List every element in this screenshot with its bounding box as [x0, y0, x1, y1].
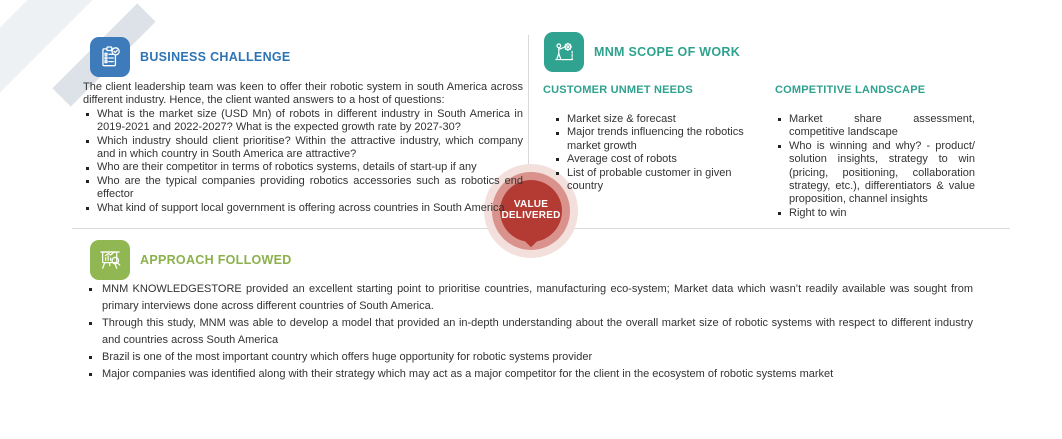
list-item: Through this study, MNM was able to develop a model that provided an in-depth understanding about the overall market size of robotic systems with respect to different industry and countries across South America: [85, 315, 973, 349]
list-item: Which industry should client prioritise? Within the attractive industry, which company and in which country in South America are attractive?: [83, 135, 523, 162]
list-item: Market size & forecast: [553, 113, 757, 126]
person-gear-icon: [544, 32, 584, 72]
list-item: Major trends influencing the robotics market growth: [553, 126, 757, 153]
business-challenge-body: [83, 81, 523, 215]
clipboard-check-icon: [90, 37, 130, 77]
customer-unmet-needs-body: [553, 113, 757, 193]
list-item: Who is winning and why? - product/ solution insights, strategy to win (pricing, positioning, collaboration strategy, etc.), differentiators & value proposition, channel insights: [775, 140, 975, 207]
list-item: Who are their competitor in terms of robotics systems, details of start-up if any: [83, 161, 523, 174]
business-challenge-list: [83, 108, 523, 215]
scope-of-work-header: [544, 32, 740, 72]
approach-followed-list: [85, 281, 973, 383]
customer-unmet-needs-list: [553, 113, 757, 193]
business-challenge-header: [90, 37, 291, 77]
competitive-landscape-body: [775, 113, 975, 220]
scope-of-work-title: MNM SCOPE OF WORK: [594, 45, 741, 59]
list-item: Major companies was identified along with their strategy which may act as a major competitor for the client in the ecosystem of robotic systems market: [85, 366, 973, 383]
list-item: Brazil is one of the most important country which offers huge opportunity for robotic systems provider: [85, 349, 973, 366]
list-item: Market share assessment, competitive landscape: [775, 113, 975, 140]
presentation-chart-magnifier-icon: [90, 240, 130, 280]
approach-followed-title: APPROACH FOLLOWED: [140, 253, 292, 267]
value-delivered-line1: VALUE: [513, 199, 549, 210]
list-item: MNM KNOWLEDGESTORE provided an excellent starting point to prioritise countries, manufacturing eco-system; Market data which wasn’t readily available was sought from primary interviews done across different countries of South America.: [85, 281, 973, 315]
list-item: What kind of support local government is offering across countries in South America: [83, 202, 523, 215]
list-item: Who are the typical companies providing robotics accessories such as robotics end effector: [83, 175, 523, 202]
list-item: List of probable customer in given country: [553, 167, 757, 194]
business-challenge-intro: The client leadership team was keen to offer their robotic system in south America across different industry. Hence, the client wanted answers to a host of questions:: [83, 81, 523, 107]
value-delivered-line2: DELIVERED: [501, 210, 561, 221]
business-challenge-title: BUSINESS CHALLENGE: [140, 50, 291, 64]
competitive-landscape-list: [775, 113, 975, 220]
customer-unmet-needs-title: CUSTOMER UNMET NEEDS: [543, 84, 693, 96]
list-item: Right to win: [775, 207, 975, 220]
value-delivered-label: [494, 199, 568, 221]
approach-followed-body: [85, 281, 973, 383]
approach-followed-header: [90, 240, 292, 280]
list-item: What is the market size (USD Mn) of robots in different industry in South America in 2019-2021 and 2022-2027? What is the expected growth rate by 2027-30?: [83, 108, 523, 135]
list-item: Average cost of robots: [553, 153, 757, 166]
competitive-landscape-title: COMPETITIVE LANDSCAPE: [775, 84, 926, 96]
